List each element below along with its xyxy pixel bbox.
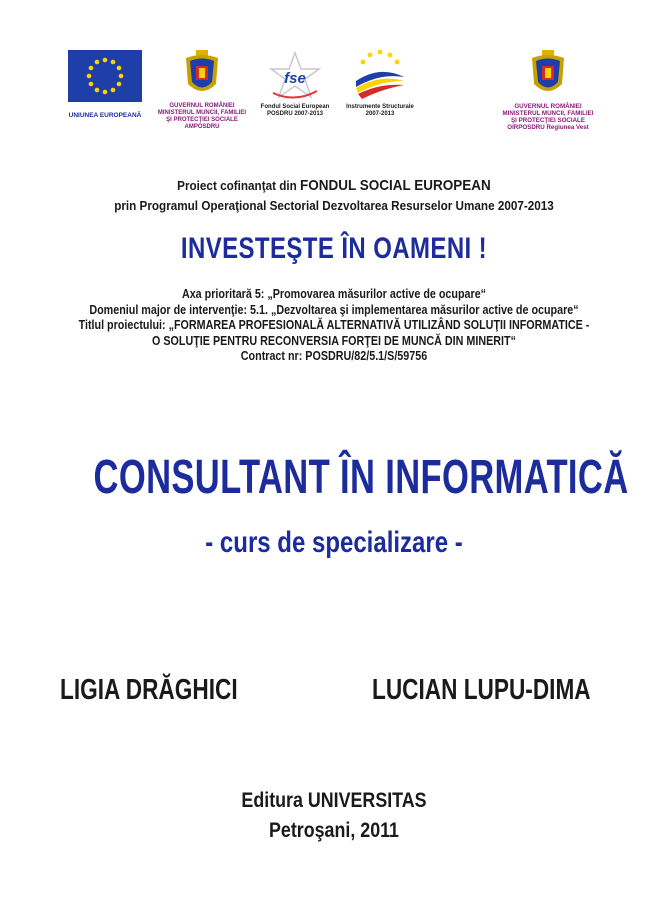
logo-strip — [0, 45, 668, 155]
author-2: LUCIAN LUPU-DIMA — [372, 674, 591, 706]
logo-caption: AMPOSDRU — [184, 123, 220, 130]
publisher-block — [50, 786, 618, 846]
logo-caption: GUVERNUL ROMÂNIEI — [514, 103, 582, 110]
government-logo-west — [492, 48, 604, 132]
fse-logo-icon — [267, 51, 323, 103]
contract-number: Contract nr: POSDRU/82/5.1/S/59756 — [240, 349, 428, 363]
structural-instruments-icon — [350, 47, 410, 103]
intro-prefix: Proiect cofinanţat din — [177, 178, 301, 193]
government-logo — [152, 48, 252, 131]
slogan: INVESTEŞTE ÎN OAMENI ! — [180, 232, 488, 265]
publisher-place-year: Petroşani, 2011 — [269, 819, 399, 842]
logo-caption: POSDRU 2007-2013 — [266, 110, 324, 117]
fund-name: FONDUL SOCIAL EUROPEAN — [300, 177, 491, 194]
eu-logo — [60, 50, 150, 119]
page-subtitle: - curs de specializare - — [205, 526, 463, 559]
project-title-line-2: O SOLUŢIE PENTRU RECONVERSIA FORŢEI DE MUNCĂ DIN MINERIT“ — [152, 333, 516, 348]
intro-line-1 — [33, 176, 634, 196]
fse-logo — [250, 51, 340, 118]
eu-flag-icon — [68, 50, 142, 102]
page-title: CONSULTANT ÎN INFORMATICĂ — [93, 451, 629, 504]
romania-coat-of-arms-icon — [528, 48, 568, 100]
logo-caption: ŞI PROTECŢIEI SOCIALE — [511, 117, 585, 125]
romania-coat-of-arms-icon — [182, 48, 222, 100]
logo-caption: Instrumente Structurale — [346, 104, 414, 110]
author-1: LIGIA DRĂGHICI — [60, 674, 238, 706]
intro-line-2: prin Programul Operaţional Sectorial Dezvoltarea Resurselor Umane 2007-2013 — [114, 198, 554, 213]
logo-caption: ŞI PROTECŢIEI SOCIALE — [166, 116, 238, 123]
logo-caption: MINISTERUL MUNCII, FAMILIEI — [502, 110, 594, 118]
logo-caption: 2007-2013 — [365, 110, 395, 117]
priority-axis: Axa prioritară 5: „Promovarea măsurilor active de ocupare“ — [181, 287, 487, 301]
fse-logo-text: fse — [284, 70, 306, 87]
logo-caption: MINISTERUL MUNCII, FAMILIEI — [157, 109, 247, 116]
logo-caption: GUVERNUL ROMÂNIEI — [169, 103, 235, 109]
project-title-line-1: Titlul proiectului: „FORMAREA PROFESIONALĂ ALTERNATIVĂ UTILIZÂND SOLUŢII INFORMATICE - — [78, 318, 590, 332]
logo-caption: UNIUNEA EUROPEANĂ — [68, 112, 142, 119]
intro-block — [33, 176, 634, 216]
structural-instruments-logo — [340, 47, 420, 118]
publisher-name: Editura UNIVERSITAS — [241, 789, 427, 812]
project-details — [47, 287, 621, 365]
intervention-domain: Domeniul major de intervenţie: 5.1. „Dezvoltarea şi implementarea măsurilor active de ocupare“ — [89, 302, 579, 317]
logo-caption: OIRPOSDRU Regiunea Vest — [507, 124, 589, 132]
logo-caption: Fondul Social European — [260, 104, 330, 110]
